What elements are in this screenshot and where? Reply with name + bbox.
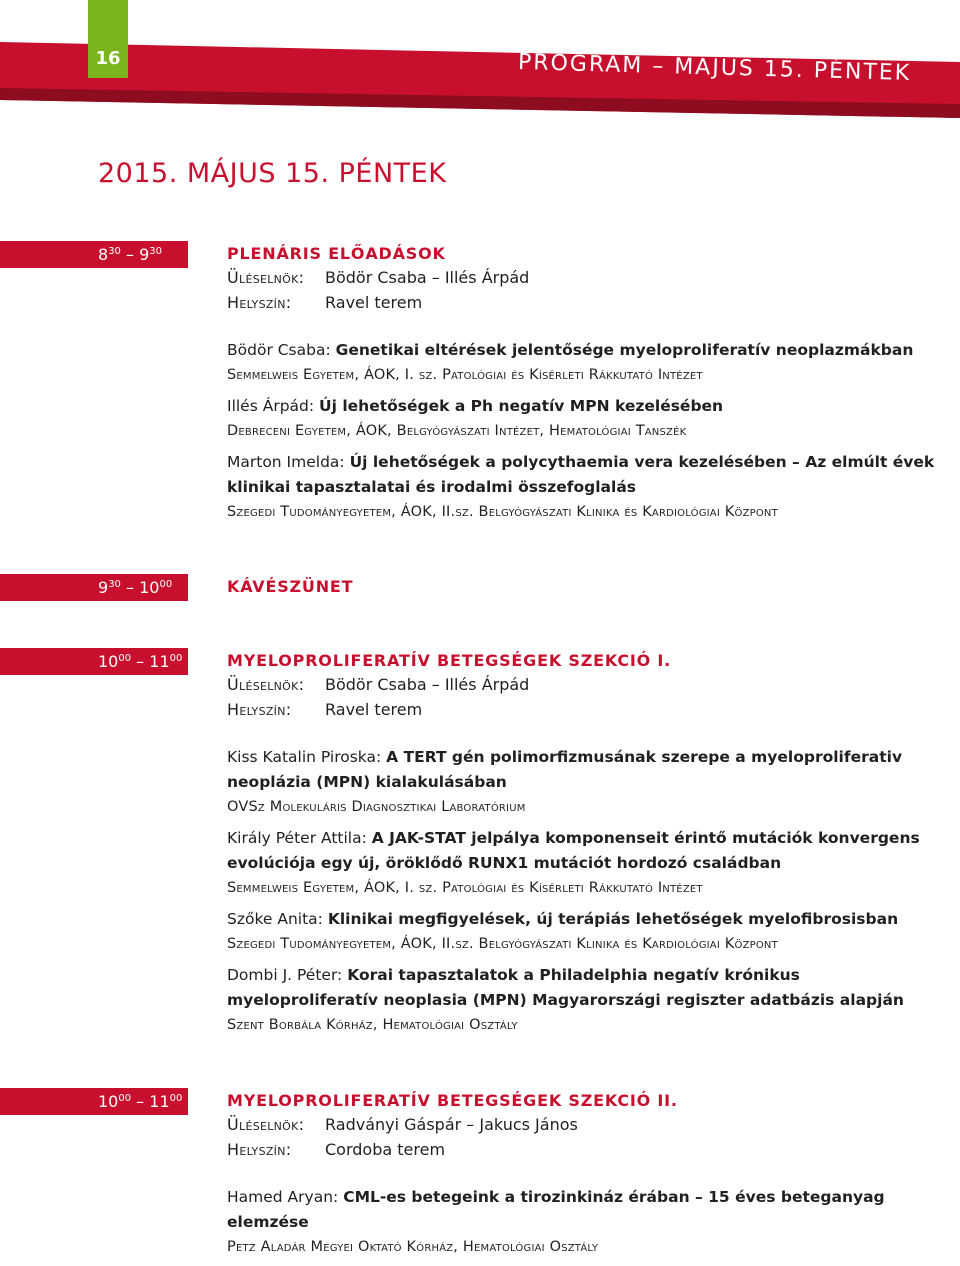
venue-row: Helyszín: Ravel terem [227,700,423,719]
section-title: MYELOPROLIFERATÍV BETEGSÉGEK SZEKCIÓ II. [227,1091,678,1110]
page-header [0,0,960,120]
section-title: KÁVÉSZÜNET [227,577,354,596]
venue-row: Helyszín: Cordoba terem [227,1140,446,1159]
talk-item: Hamed Aryan: CML-es betegeink a tirozinkináz érában – 15 éves beteganyag elemzése Petz Aladár Megyei Oktató Kórház, Hematológiai Osztály [227,1185,947,1259]
time-label: $9^{30} - 10^{00}$ [98,578,173,597]
talk-item: Király Péter Attila: A JAK-STAT jelpálya komponenseit érintő mutációk konvergens evolúciója egy új, öröklődő RUNX1 mutációt hordozó családban Semmelweis Egyetem, ÁOK, I. sz. Patológiai és Kísérleti Rákkutató Intézet [227,826,947,900]
talk-item: Illés Árpád: Új lehetőségek a Ph negatív MPN kezelésében Debreceni Egyetem, ÁOK, Belgyógyászati Intézet, Hematológiai Tanszék [227,394,947,443]
time-label: $8^{30} - 9^{30}$ [98,245,163,264]
talk-affiliation: Petz Aladár Megyei Oktató Kórház, Hematológiai Osztály [227,1239,599,1255]
talk-item: Bödör Csaba: Genetikai eltérések jelentősége myeloproliferatív neoplazmákban Semmelweis Egyetem, ÁOK, I. sz. Patológiai és Kísérleti Rákkutató Intézet [227,338,947,387]
time-label: $10^{00} - 11^{00}$ [98,1092,183,1111]
talk-affiliation: Szegedi Tudományegyetem, ÁOK, II.sz. Belgyógyászati Klinika és Kardiológiai Központ [227,936,778,952]
talk-item: Kiss Katalin Piroska: A TERT gén polimorfizmusának szerepe a myeloproliferativ neoplázia (MPN) kialakulásában OVSz Molekuláris Diagnosztikai Laboratórium [227,745,947,819]
talk-affiliation: Szegedi Tudományegyetem, ÁOK, II.sz. Belgyógyászati Klinika és Kardiológiai Központ [227,504,778,520]
chairs-row: Üléselnök: Bödör Csaba – Illés Árpád [227,268,530,287]
time-label: $10^{00} - 11^{00}$ [98,652,183,671]
talk-affiliation: Semmelweis Egyetem, ÁOK, I. sz. Patológiai és Kísérleti Rákkutató Intézet [227,367,703,383]
talk-item: Dombi J. Péter: Korai tapasztalatok a Philadelphia negatív krónikus myeloproliferatív neoplasia (MPN) Magyarországi regiszter adatbázis alapján Szent Borbála Kórház, Hematológiai Osztály [227,963,947,1037]
talk-affiliation: Szent Borbála Kórház, Hematológiai Osztály [227,1017,518,1033]
venue-row: Helyszín: Ravel terem [227,293,423,312]
talk-affiliation: Semmelweis Egyetem, ÁOK, I. sz. Patológiai és Kísérleti Rákkutató Intézet [227,880,703,896]
page-number: 16 [95,48,121,69]
talk-affiliation: OVSz Molekuláris Diagnosztikai Laboratórium [227,799,526,815]
talk-item: Marton Imelda: Új lehetőségek a polycythaemia vera kezelésében – Az elmúlt évek klinikai tapasztalatai és irodalmi összefoglalás Szegedi Tudományegyetem, ÁOK, II.sz. Belgyógyászati Klinika és Kardiológiai Központ [227,450,947,524]
section-title: PLENÁRIS ELŐADÁSOK [227,244,446,263]
chairs-row: Üléselnök: Bödör Csaba – Illés Árpád [227,675,530,694]
talk-item: Szőke Anita: Klinikai megfigyelések, új terápiás lehetőségek myelofibrosisban Szegedi Tudományegyetem, ÁOK, II.sz. Belgyógyászati Klinika és Kardiológiai Központ [227,907,947,956]
talk-affiliation: Debreceni Egyetem, ÁOK, Belgyógyászati Intézet, Hematológiai Tanszék [227,423,687,439]
chairs-row: Üléselnök: Radványi Gáspár – Jakucs János [227,1115,578,1134]
section-title: MYELOPROLIFERATÍV BETEGSÉGEK SZEKCIÓ I. [227,651,672,670]
date-title: 2015. MÁJUS 15. PÉNTEK [98,158,447,189]
header-title: PROGRAM – MÁJUS 15. PÉNTEK [517,50,912,86]
